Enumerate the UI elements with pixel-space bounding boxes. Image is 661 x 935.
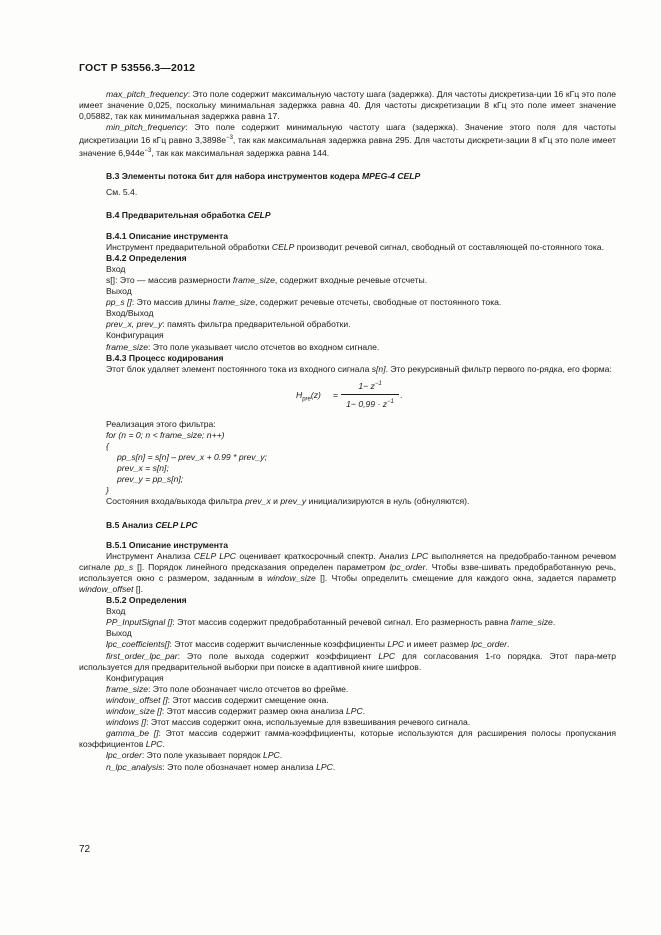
section-b43-heading: В.4.3 Процесс кодирования bbox=[106, 352, 224, 363]
page-number: 72 bbox=[79, 844, 91, 855]
formula-fraction bbox=[341, 379, 399, 410]
formula-numerator: $1- z^{-1}$ bbox=[341, 379, 399, 395]
impl-text: Реализация этого фильтра: bbox=[106, 418, 216, 429]
paragraph-max-pitch: max_pitch_frequency: Это поле содержит максимальную частоту шага (задержка). Для частоты дискретиза-ции 16 кГц это поле имеет значение 0,025, поскольку минимальная задержка равна 40. Для частоты дискретизации 8 кГц это поле имеет значение 0,05882, так как минимальная задержка равна 17. bbox=[79, 89, 616, 122]
def-n-lpc-analysis: n_lpc_analysis: Это поле обозначает номер анализа LPC. bbox=[106, 761, 336, 772]
def-prev: prev_x, prev_y: память фильтра предварительной обработки. bbox=[106, 319, 351, 330]
state-text: Состояния входа/выхода фильтра prev_x и prev_y инициализируются в нуль (обнуляются). bbox=[106, 496, 470, 507]
section-b4-heading: В.4 Предварительная обработка CELP bbox=[106, 210, 271, 221]
def-pp-s: pp_s []: Это массив длины frame_size, содержит речевые отсчеты, свободные от постоянного тока. bbox=[106, 297, 502, 308]
formula-lhs: $H_{pre}(z)$ bbox=[296, 389, 321, 403]
input-label-2: Вход bbox=[106, 606, 126, 617]
code-line-3: pp_s[n] = s[n] – prev_x + 0.99 * prev_y; bbox=[117, 452, 268, 463]
def-gamma-be: gamma_be []: Этот массив содержит гамма-коэффициенты, которые используются для расширения полосы пропускания коэффициентов LPC. bbox=[79, 728, 616, 750]
input-output-label: Вход/Выход bbox=[106, 308, 154, 319]
code-line-4: prev_x = s[n]; bbox=[117, 463, 169, 474]
section-b5-heading: В.5 Анализ CELP LPC bbox=[106, 519, 198, 530]
paragraph-b43: Этот блок удаляет элемент постоянного тока из входного сигнала s[n]. Это рекурсивный фильтр первого по-рядка, его форма: bbox=[106, 363, 612, 374]
section-b3-heading: В.3 Элементы потока бит для набора инструментов кодера MPEG-4 CELP bbox=[106, 171, 421, 182]
input-label: Вход bbox=[106, 263, 126, 274]
def-pp-input-signal: PP_InputSignal []: Этот массив содержит предобработанный речевой сигнал. Его размерность равна frame_size. bbox=[106, 617, 556, 628]
paragraph-min-pitch: min_pitch_frequency: Это поле содержит минимальную частоту шага (задержка). Значение этого поля для частоты дискретизации 16 кГц равно $3,3898e^{-3}$, так как максимальная задержка равна 295. Для частоты дискрети-зации 8 кГц это поле имеет значение $6,944e^{-3}$, так как максимальная задержка равна 144. bbox=[79, 122, 616, 159]
output-label: Выход bbox=[106, 286, 132, 297]
section-b42-heading: В.4.2 Определения bbox=[106, 252, 187, 263]
def-window-size: window_size []: Этот массив содержит размер окна анализа LPC. bbox=[106, 706, 366, 717]
def-frame-size-2: frame_size: Это поле обозначает число отсчетов во фрейме. bbox=[106, 683, 349, 694]
filter-formula bbox=[79, 379, 616, 415]
section-b3-text: См. 5.4. bbox=[106, 187, 138, 198]
def-window-offset: window_offset []: Этот массив содержит смещение окна. bbox=[106, 694, 329, 705]
section-b52-heading: В.5.2 Определения bbox=[106, 595, 187, 606]
formula-denominator: $1- 0,99 \cdot z^{-1}$ bbox=[346, 398, 394, 409]
formula-period: . bbox=[400, 389, 403, 400]
code-line-5: prev_y = pp_s[n]; bbox=[117, 474, 184, 485]
paragraph-b41: Инструмент предварительной обработки CELP производит речевой сигнал, свободный от составляющей по-стоянного тока. bbox=[106, 241, 604, 252]
section-b51-heading: В.5.1 Описание инструмента bbox=[106, 539, 228, 550]
def-windows: windows []: Этот массив содержит окна, используемые для взвешивания речевого сигнала. bbox=[106, 717, 471, 728]
code-line-6: } bbox=[106, 485, 109, 496]
code-line-1: for (n = 0; n < frame_size; n++) bbox=[106, 429, 225, 440]
code-line-2: { bbox=[106, 440, 109, 451]
section-b41-heading: В.4.1 Описание инструмента bbox=[106, 230, 228, 241]
def-lpc-coefficients: lpc_coefficients[]: Этот массив содержит вычисленные коэффициенты LPC и имеет размер lpc_order. bbox=[106, 639, 510, 650]
config-label: Конфигурация bbox=[106, 330, 164, 341]
config-label-2: Конфигурация bbox=[106, 672, 164, 683]
document-header: ГОСТ Р 53556.3—2012 bbox=[79, 62, 196, 74]
paragraph-b51: Инструмент Анализа CELP LPC оценивает краткосрочный спектр. Анализ LPC выполняется на предобрабо-танном речевом сигнале pp_s []. Порядок линейного предсказания определен параметром lpc_order. Чтобы взве-шивать предобработанную речь, используется окно с размером, заданным в window_size []. Чтобы определить смещение для каждого окна, задается параметр window_offset []. bbox=[79, 550, 616, 594]
def-frame-size: frame_size: Это поле указывает число отсчетов во входном сигнале. bbox=[106, 341, 380, 352]
output-label-2: Выход bbox=[106, 628, 132, 639]
formula-equals: = bbox=[333, 389, 339, 400]
def-lpc-order: lpc_order: Это поле указывает порядок LPC. bbox=[106, 750, 283, 761]
def-s: s[]: Это — массив размерности frame_size, содержит входные речевые отсчеты. bbox=[106, 274, 428, 285]
page-body bbox=[79, 89, 616, 773]
def-first-order-lpc-par: first_order_lpc_par: Это поле выхода содержит коэффициент LPC для согласования 1-го порядка. Этот пара-метр используется для предварительной выборки при поиске в адаптивной книге шифров. bbox=[79, 650, 617, 672]
